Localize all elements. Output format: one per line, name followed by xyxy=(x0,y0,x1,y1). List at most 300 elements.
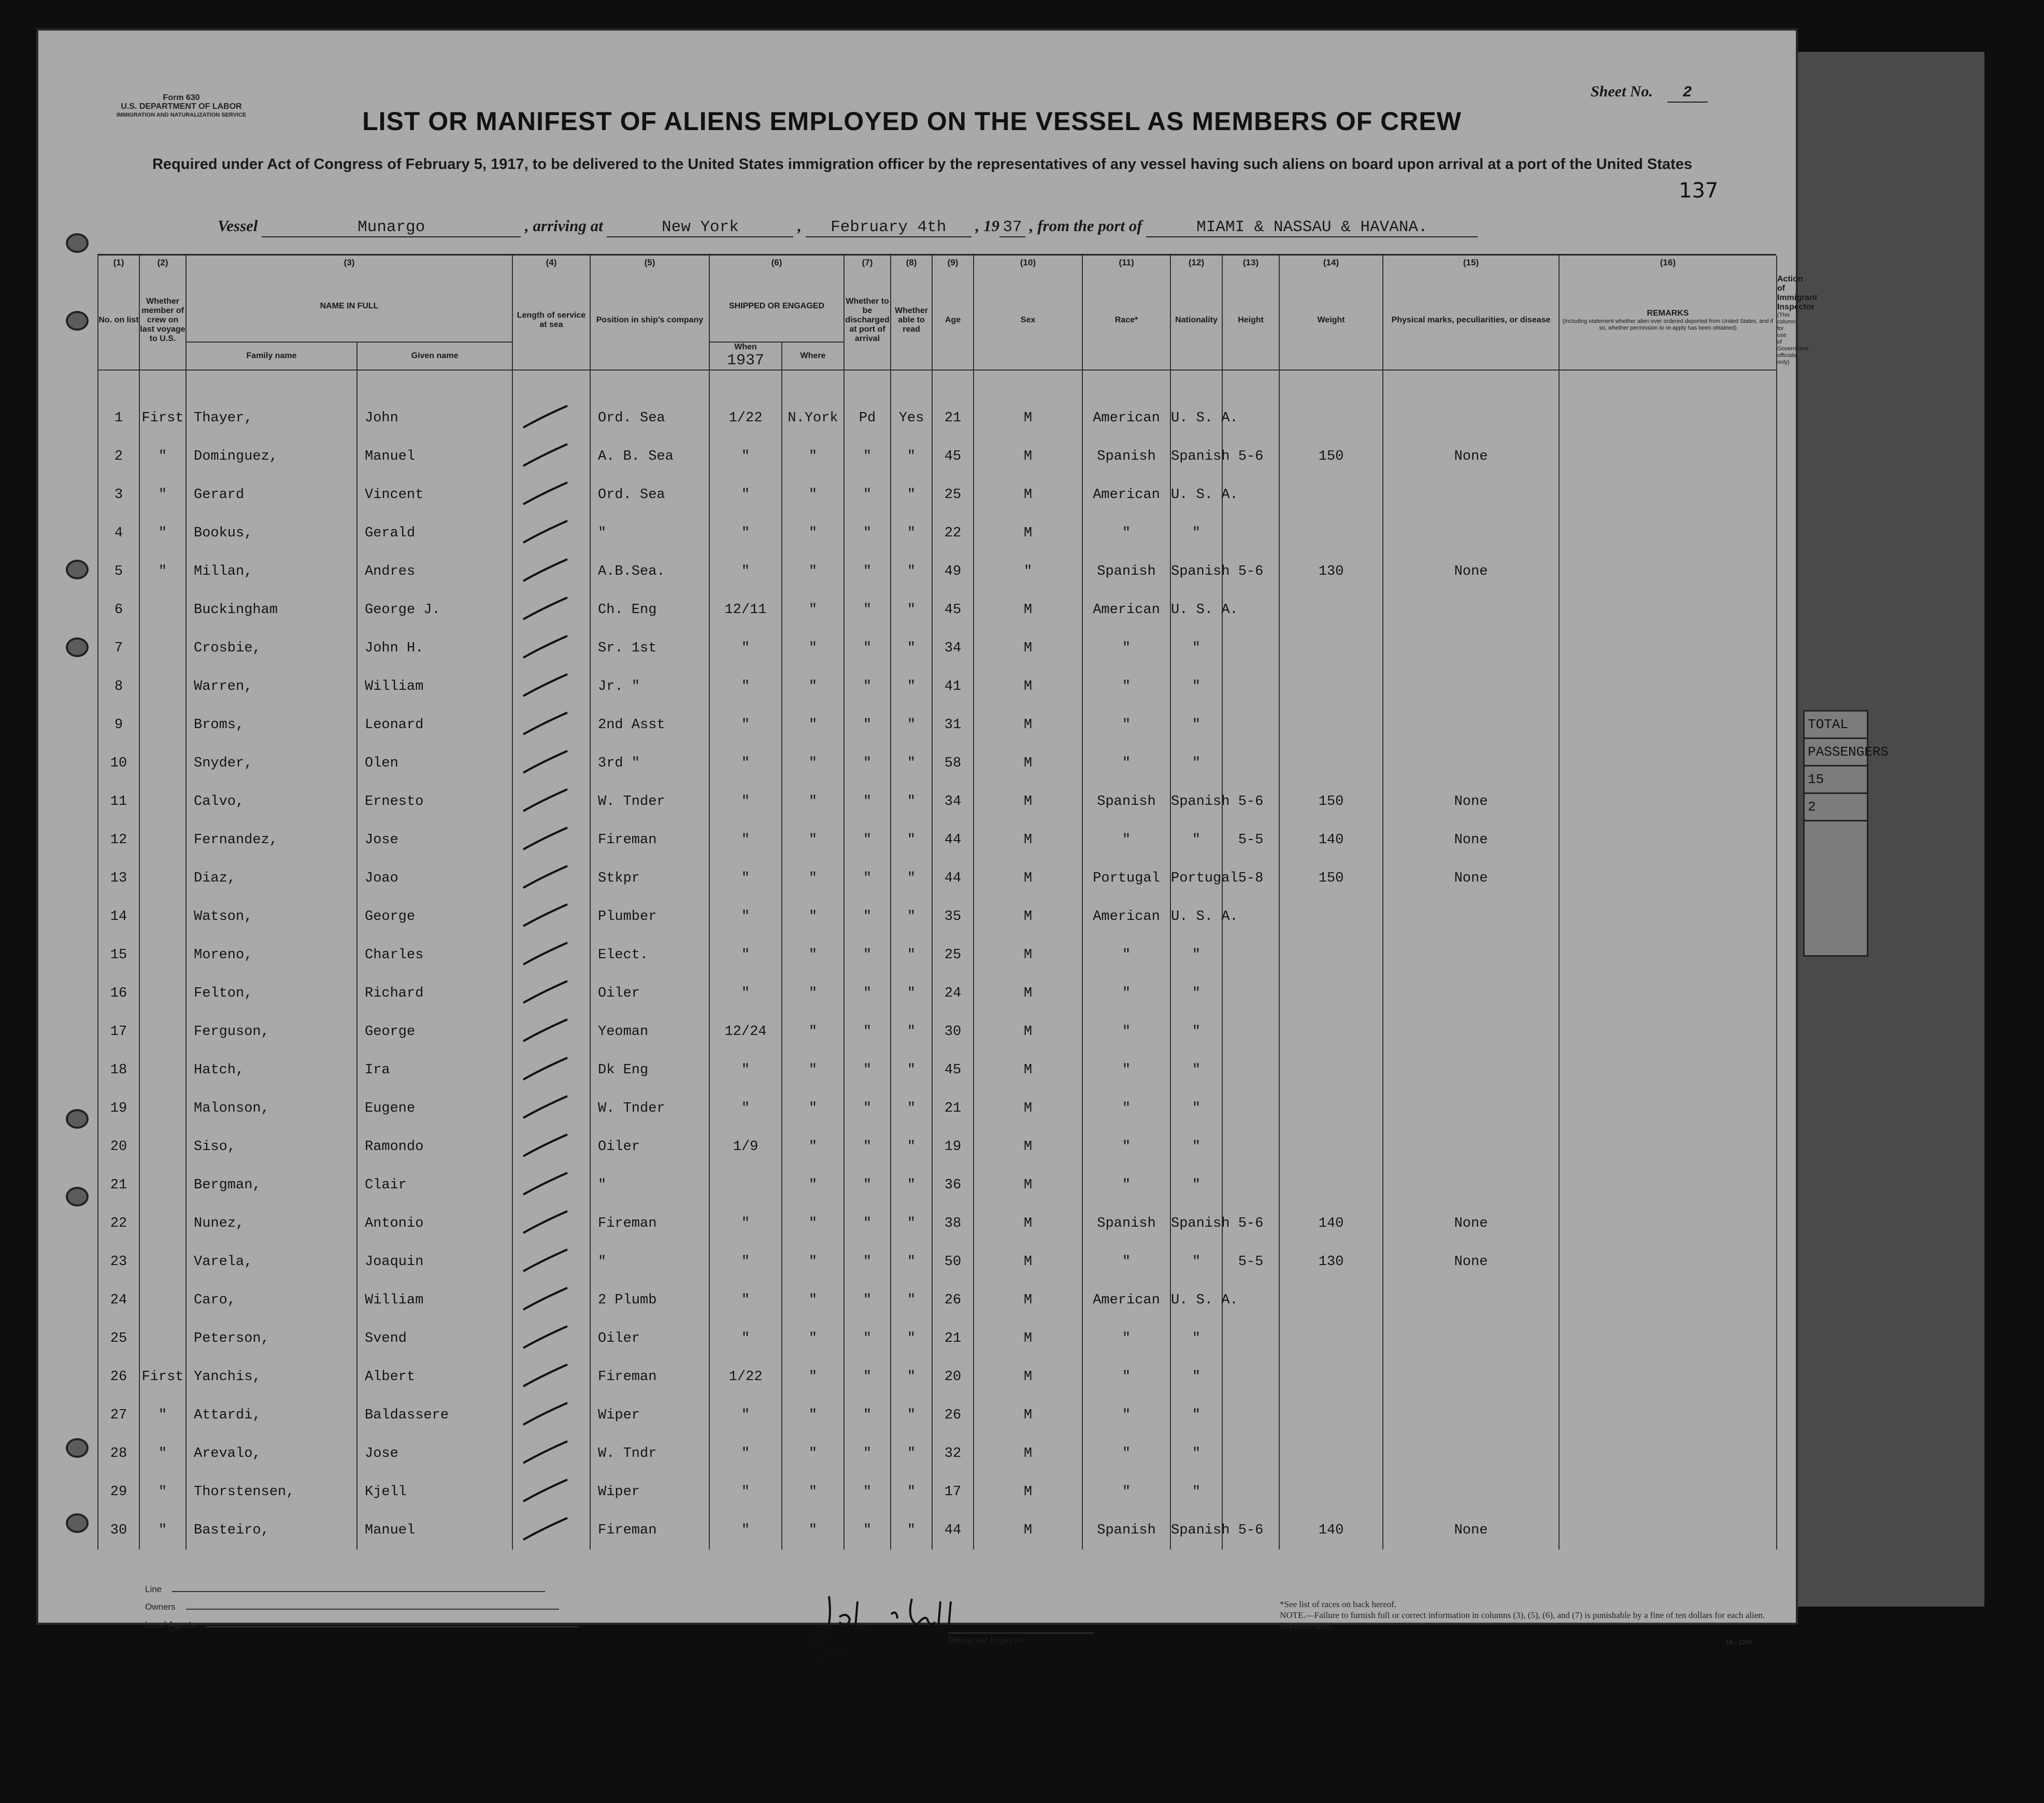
cell-discharged: " xyxy=(844,1473,891,1511)
cell-when: " xyxy=(709,437,782,476)
cell-weight: 150 xyxy=(1279,783,1383,821)
table-row xyxy=(98,1473,1777,1511)
cell-position: Fireman xyxy=(590,1511,709,1550)
cell-where: " xyxy=(782,668,844,706)
cell-height: 5-6 xyxy=(1222,437,1279,476)
cell-family-name: Bergman, xyxy=(186,1166,357,1204)
cell-weight: 130 xyxy=(1279,1243,1383,1281)
cell-age: 21 xyxy=(932,1319,974,1358)
cell-given-name: Joao xyxy=(357,859,512,898)
cell-weight xyxy=(1279,974,1383,1013)
cell-nationality: U. S. A. xyxy=(1170,1281,1222,1319)
cell-age: 34 xyxy=(932,783,974,821)
cell-given-name: Kjell xyxy=(357,1473,512,1511)
cell-discharged: Pd xyxy=(844,399,891,437)
cell-able-to-read: " xyxy=(891,514,932,552)
cell-able-to-read: " xyxy=(891,476,932,514)
cell-remarks xyxy=(1559,476,1777,514)
col-num-15: (15) xyxy=(1383,255,1559,271)
cell-discharged: " xyxy=(844,437,891,476)
cell-race: American xyxy=(1082,476,1170,514)
cell-remarks xyxy=(1559,1319,1777,1358)
cell-where: " xyxy=(782,936,844,974)
check-mark-icon xyxy=(521,1437,573,1468)
cell-race: Spanish xyxy=(1082,552,1170,591)
col-num-16: (16) xyxy=(1559,255,1777,271)
cell-height: 5-6 xyxy=(1222,783,1279,821)
cell-physical-marks xyxy=(1383,514,1559,552)
cell-no: 5 xyxy=(98,552,139,591)
cell-given-name: John H. xyxy=(357,629,512,668)
cell-race: American xyxy=(1082,399,1170,437)
cell-weight xyxy=(1279,1473,1383,1511)
cell-sex: M xyxy=(974,1358,1082,1396)
crew-manifest-table xyxy=(97,255,1777,1550)
cell-discharged: " xyxy=(844,898,891,936)
cell-where: " xyxy=(782,783,844,821)
cell-remarks xyxy=(1559,629,1777,668)
cell-weight: 140 xyxy=(1279,1204,1383,1243)
cell-previous-voyage xyxy=(139,898,186,936)
cell-sex: " xyxy=(974,552,1082,591)
col-num-8: (8) xyxy=(891,255,932,271)
header-shipped-or-engaged: SHIPPED OR ENGAGED xyxy=(709,271,844,342)
cell-position: Yeoman xyxy=(590,1013,709,1051)
cell-race: " xyxy=(1082,1128,1170,1166)
cell-no: 30 xyxy=(98,1511,139,1550)
cell-when: " xyxy=(709,1243,782,1281)
cell-length-of-service xyxy=(512,1396,590,1435)
cell-height xyxy=(1222,1435,1279,1473)
cell-previous-voyage: " xyxy=(139,1473,186,1511)
header-position: Position in ship's company xyxy=(590,271,709,370)
cell-length-of-service xyxy=(512,744,590,783)
cell-sex: M xyxy=(974,1435,1082,1473)
cell-when: " xyxy=(709,783,782,821)
cell-position: W. Tnder xyxy=(590,783,709,821)
cell-age: 17 xyxy=(932,1473,974,1511)
cell-sex: M xyxy=(974,974,1082,1013)
cell-remarks xyxy=(1559,1166,1777,1204)
side-total-label: TOTAL xyxy=(1805,712,1867,739)
cell-where: " xyxy=(782,1396,844,1435)
header-physical-marks: Physical marks, peculiarities, or disease xyxy=(1383,271,1559,370)
cell-able-to-read: " xyxy=(891,1358,932,1396)
footer-owners-field xyxy=(145,1598,579,1616)
cell-nationality: " xyxy=(1170,936,1222,974)
cell-weight xyxy=(1279,1013,1383,1051)
cell-physical-marks: None xyxy=(1383,552,1559,591)
cell-race: " xyxy=(1082,936,1170,974)
cell-remarks xyxy=(1559,1243,1777,1281)
cell-sex: M xyxy=(974,898,1082,936)
table-row xyxy=(98,514,1777,552)
table-spacer-row xyxy=(98,370,1777,399)
cell-discharged: " xyxy=(844,668,891,706)
cell-when xyxy=(709,1166,782,1204)
cell-position: " xyxy=(590,514,709,552)
cell-previous-voyage xyxy=(139,668,186,706)
cell-family-name: Gerard xyxy=(186,476,357,514)
cell-family-name: Moreno, xyxy=(186,936,357,974)
header-height: Height xyxy=(1222,271,1279,370)
cell-family-name: Fernandez, xyxy=(186,821,357,859)
cell-where: " xyxy=(782,476,844,514)
cell-where: " xyxy=(782,706,844,744)
col-num-13: (13) xyxy=(1222,255,1279,271)
cell-weight xyxy=(1279,1166,1383,1204)
cell-sex: M xyxy=(974,706,1082,744)
cell-length-of-service xyxy=(512,1166,590,1204)
cell-family-name: Diaz, xyxy=(186,859,357,898)
cell-sex: M xyxy=(974,476,1082,514)
cell-where: " xyxy=(782,1511,844,1550)
table-row xyxy=(98,1358,1777,1396)
cell-able-to-read: " xyxy=(891,1319,932,1358)
cell-previous-voyage: " xyxy=(139,1511,186,1550)
cell-given-name: George xyxy=(357,1013,512,1051)
cell-given-name: George xyxy=(357,898,512,936)
cell-where: " xyxy=(782,821,844,859)
cell-where: " xyxy=(782,859,844,898)
cell-sex: M xyxy=(974,1319,1082,1358)
cell-age: 44 xyxy=(932,1511,974,1550)
cell-weight xyxy=(1279,1396,1383,1435)
cell-sex: M xyxy=(974,629,1082,668)
cell-given-name: Manuel xyxy=(357,437,512,476)
cell-length-of-service xyxy=(512,1473,590,1511)
col-num-14: (14) xyxy=(1279,255,1383,271)
header-able-to-read: Whether able to read xyxy=(891,271,932,370)
cell-remarks xyxy=(1559,936,1777,974)
cell-previous-voyage xyxy=(139,591,186,629)
cell-position: 2 Plumb xyxy=(590,1281,709,1319)
cell-discharged: " xyxy=(844,783,891,821)
cell-physical-marks xyxy=(1383,1051,1559,1089)
cell-position: Ord. Sea xyxy=(590,476,709,514)
cell-where: " xyxy=(782,437,844,476)
cell-position: " xyxy=(590,1166,709,1204)
cell-where: " xyxy=(782,898,844,936)
cell-physical-marks xyxy=(1383,1166,1559,1204)
side-totals-box xyxy=(1803,710,1889,957)
cell-where: " xyxy=(782,1089,844,1128)
cell-discharged: " xyxy=(844,744,891,783)
cell-nationality: " xyxy=(1170,1166,1222,1204)
cell-discharged: " xyxy=(844,591,891,629)
cell-given-name: George J. xyxy=(357,591,512,629)
cell-remarks xyxy=(1559,1013,1777,1051)
cell-remarks xyxy=(1559,668,1777,706)
cell-family-name: Basteiro, xyxy=(186,1511,357,1550)
cell-height xyxy=(1222,1358,1279,1396)
column-number-row xyxy=(98,255,1777,271)
cell-discharged: " xyxy=(844,629,891,668)
cell-given-name: Charles xyxy=(357,936,512,974)
cell-family-name: Caro, xyxy=(186,1281,357,1319)
cell-age: 24 xyxy=(932,974,974,1013)
cell-position: 2nd Asst xyxy=(590,706,709,744)
cell-discharged: " xyxy=(844,821,891,859)
cell-remarks xyxy=(1559,514,1777,552)
cell-nationality: Spanish xyxy=(1170,552,1222,591)
cell-age: 50 xyxy=(932,1243,974,1281)
cell-sex: M xyxy=(974,744,1082,783)
cell-no: 21 xyxy=(98,1166,139,1204)
cell-sex: M xyxy=(974,668,1082,706)
cell-able-to-read: " xyxy=(891,552,932,591)
cell-discharged: " xyxy=(844,1204,891,1243)
table-row xyxy=(98,591,1777,629)
cell-remarks xyxy=(1559,1128,1777,1166)
cell-given-name: Richard xyxy=(357,974,512,1013)
cell-nationality: U. S. A. xyxy=(1170,898,1222,936)
cell-previous-voyage xyxy=(139,1319,186,1358)
cell-where: " xyxy=(782,744,844,783)
sheet-number xyxy=(1591,83,2044,102)
cell-remarks xyxy=(1559,591,1777,629)
cell-length-of-service xyxy=(512,1281,590,1319)
cell-sex: M xyxy=(974,783,1082,821)
cell-when: 1/9 xyxy=(709,1128,782,1166)
cell-able-to-read: " xyxy=(891,783,932,821)
cell-no: 29 xyxy=(98,1473,139,1511)
cell-remarks xyxy=(1559,744,1777,783)
cell-nationality: " xyxy=(1170,1473,1222,1511)
cell-given-name: Ernesto xyxy=(357,783,512,821)
check-mark-icon xyxy=(521,478,573,509)
year-suffix: 37 xyxy=(999,218,1025,237)
cell-remarks xyxy=(1559,783,1777,821)
table-row xyxy=(98,1396,1777,1435)
cell-no: 19 xyxy=(98,1089,139,1128)
cell-when: 12/11 xyxy=(709,591,782,629)
cell-where: N.York xyxy=(782,399,844,437)
cell-no: 16 xyxy=(98,974,139,1013)
cell-when: " xyxy=(709,859,782,898)
cell-given-name: Ramondo xyxy=(357,1128,512,1166)
cell-discharged: " xyxy=(844,1243,891,1281)
cell-position: Wiper xyxy=(590,1473,709,1511)
cell-discharged: " xyxy=(844,859,891,898)
cell-race: " xyxy=(1082,974,1170,1013)
cell-previous-voyage xyxy=(139,974,186,1013)
cell-physical-marks: None xyxy=(1383,437,1559,476)
cell-previous-voyage: First xyxy=(139,1358,186,1396)
cell-discharged: " xyxy=(844,1511,891,1550)
cell-remarks xyxy=(1559,1051,1777,1089)
cell-height xyxy=(1222,1051,1279,1089)
cell-sex: M xyxy=(974,1473,1082,1511)
cell-previous-voyage xyxy=(139,1051,186,1089)
cell-when: 12/24 xyxy=(709,1013,782,1051)
cell-no: 10 xyxy=(98,744,139,783)
cell-where: " xyxy=(782,1128,844,1166)
cell-previous-voyage xyxy=(139,859,186,898)
cell-discharged: " xyxy=(844,1281,891,1319)
cell-age: 44 xyxy=(932,821,974,859)
cell-no: 11 xyxy=(98,783,139,821)
cell-given-name: Jose xyxy=(357,1435,512,1473)
cell-position: Wiper xyxy=(590,1396,709,1435)
cell-remarks xyxy=(1559,1089,1777,1128)
cell-no: 20 xyxy=(98,1128,139,1166)
cell-race: " xyxy=(1082,1013,1170,1051)
cell-able-to-read: " xyxy=(891,1128,932,1166)
col-num-5: (5) xyxy=(590,255,709,271)
cell-nationality: " xyxy=(1170,1051,1222,1089)
cell-family-name: Calvo, xyxy=(186,783,357,821)
side-passengers-label: PASSENGERS xyxy=(1805,739,1867,766)
cell-when: " xyxy=(709,1051,782,1089)
cell-physical-marks xyxy=(1383,744,1559,783)
cell-when: " xyxy=(709,706,782,744)
header-given-name: Given name xyxy=(357,342,512,370)
cell-weight xyxy=(1279,744,1383,783)
cell-discharged: " xyxy=(844,1358,891,1396)
check-mark-icon xyxy=(521,1054,573,1085)
sheet-value: 2 xyxy=(1667,84,1708,103)
table-row xyxy=(98,706,1777,744)
cell-length-of-service xyxy=(512,1013,590,1051)
cell-race: American xyxy=(1082,898,1170,936)
cell-height xyxy=(1222,1396,1279,1435)
header-age: Age xyxy=(932,271,974,370)
cell-length-of-service xyxy=(512,821,590,859)
check-mark-icon xyxy=(521,1360,573,1392)
cell-no: 13 xyxy=(98,859,139,898)
cell-age: 45 xyxy=(932,437,974,476)
cell-age: 25 xyxy=(932,936,974,974)
cell-able-to-read: " xyxy=(891,859,932,898)
cell-weight xyxy=(1279,936,1383,974)
cell-where: " xyxy=(782,629,844,668)
check-mark-icon xyxy=(521,1322,573,1353)
cell-nationality: Spanish xyxy=(1170,1204,1222,1243)
cell-race: " xyxy=(1082,629,1170,668)
handwritten-number: 137 xyxy=(1679,179,1719,203)
cell-where: " xyxy=(782,514,844,552)
cell-family-name: Bookus, xyxy=(186,514,357,552)
cell-height xyxy=(1222,1013,1279,1051)
cell-sex: M xyxy=(974,399,1082,437)
cell-position: Ch. Eng xyxy=(590,591,709,629)
signature-scrawl xyxy=(808,1586,1067,1664)
check-mark-icon xyxy=(521,593,573,624)
cell-height xyxy=(1222,706,1279,744)
cell-race: Portugal xyxy=(1082,859,1170,898)
table-row xyxy=(98,974,1777,1013)
cell-age: 34 xyxy=(932,629,974,668)
cell-age: 35 xyxy=(932,898,974,936)
cell-nationality: " xyxy=(1170,1358,1222,1396)
cell-sex: M xyxy=(974,1204,1082,1243)
cell-when: " xyxy=(709,552,782,591)
binder-hole xyxy=(66,233,89,253)
cell-no: 3 xyxy=(98,476,139,514)
cell-no: 26 xyxy=(98,1358,139,1396)
cell-age: 21 xyxy=(932,399,974,437)
cell-when: " xyxy=(709,744,782,783)
cell-given-name: Clair xyxy=(357,1166,512,1204)
form-code: 14—1240 xyxy=(1725,1639,1753,1646)
cell-remarks xyxy=(1559,898,1777,936)
header-previous-voyage: Whether member of crew on last voyage to U.S. xyxy=(139,271,186,370)
cell-family-name: Millan, xyxy=(186,552,357,591)
cell-family-name: Yanchis, xyxy=(186,1358,357,1396)
cell-where: " xyxy=(782,1358,844,1396)
page-title: LIST OR MANIFEST OF ALIENS EMPLOYED ON THE VESSEL AS MEMBERS OF CREW xyxy=(362,107,1462,136)
table-row xyxy=(98,1166,1777,1204)
cell-age: 58 xyxy=(932,744,974,783)
header-when xyxy=(709,342,782,370)
cell-no: 23 xyxy=(98,1243,139,1281)
cell-weight xyxy=(1279,476,1383,514)
cell-nationality: " xyxy=(1170,744,1222,783)
cell-physical-marks: None xyxy=(1383,1243,1559,1281)
check-mark-icon xyxy=(521,862,573,893)
cell-nationality: " xyxy=(1170,821,1222,859)
cell-physical-marks: None xyxy=(1383,1204,1559,1243)
cell-previous-voyage: " xyxy=(139,1435,186,1473)
arriving-port: New York xyxy=(607,218,793,237)
cell-given-name: William xyxy=(357,668,512,706)
cell-able-to-read: Yes xyxy=(891,399,932,437)
cell-age: 30 xyxy=(932,1013,974,1051)
cell-where: " xyxy=(782,1051,844,1089)
cell-position: A. B. Sea xyxy=(590,437,709,476)
cell-position: Fireman xyxy=(590,1358,709,1396)
cell-length-of-service xyxy=(512,1319,590,1358)
cell-previous-voyage: " xyxy=(139,1396,186,1435)
cell-height: 5-5 xyxy=(1222,1243,1279,1281)
cell-age: 26 xyxy=(932,1281,974,1319)
cell-where: " xyxy=(782,1319,844,1358)
col-num-4: (4) xyxy=(512,255,590,271)
check-mark-icon xyxy=(521,440,573,471)
table-row xyxy=(98,668,1777,706)
cell-no: 7 xyxy=(98,629,139,668)
cell-physical-marks xyxy=(1383,974,1559,1013)
header-family-name: Family name xyxy=(186,342,357,370)
cell-remarks xyxy=(1559,706,1777,744)
cell-when: " xyxy=(709,1281,782,1319)
cell-previous-voyage xyxy=(139,783,186,821)
col-num-6: (6) xyxy=(709,255,844,271)
cell-previous-voyage xyxy=(139,744,186,783)
check-mark-icon xyxy=(521,900,573,931)
cell-when: 1/22 xyxy=(709,1358,782,1396)
cell-height xyxy=(1222,974,1279,1013)
cell-previous-voyage xyxy=(139,706,186,744)
header-remarks-sub: (Including statement whether alien ever ordered deported from United States, and if so, whether permission to re-apply has been obtained) xyxy=(1562,318,1774,331)
cell-race: " xyxy=(1082,1358,1170,1396)
cell-length-of-service xyxy=(512,1089,590,1128)
cell-family-name: Attardi, xyxy=(186,1396,357,1435)
cell-no: 17 xyxy=(98,1013,139,1051)
cell-position: Fireman xyxy=(590,1204,709,1243)
col-num-12: (12) xyxy=(1170,255,1222,271)
cell-given-name: Vincent xyxy=(357,476,512,514)
table-row xyxy=(98,437,1777,476)
cell-when: " xyxy=(709,1204,782,1243)
cell-when: " xyxy=(709,1435,782,1473)
cell-length-of-service xyxy=(512,1128,590,1166)
cell-able-to-read: " xyxy=(891,437,932,476)
cell-remarks xyxy=(1559,821,1777,859)
cell-age: 38 xyxy=(932,1204,974,1243)
cell-weight: 150 xyxy=(1279,859,1383,898)
